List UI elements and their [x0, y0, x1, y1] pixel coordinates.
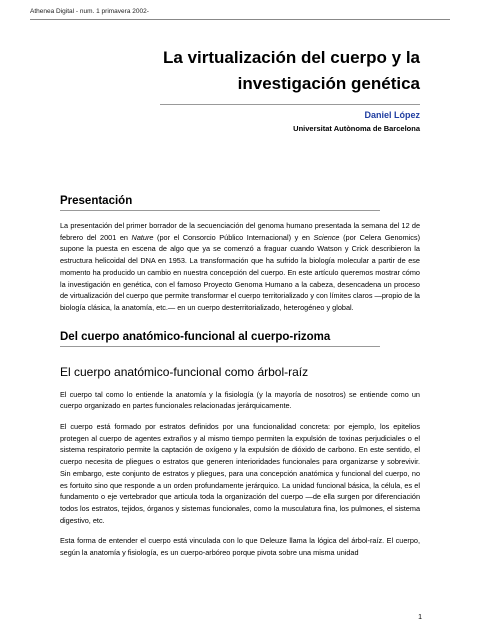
section-divider	[60, 210, 380, 211]
running-header-text: Athenea Digital - num. 1 primavera 2002-	[30, 8, 149, 15]
page-number: 1	[418, 614, 422, 621]
section-heading-presentacion: Presentación	[60, 195, 133, 207]
journal-science: Science	[313, 232, 340, 242]
paragraph-presentacion	[60, 220, 420, 314]
author-name: Daniel López	[364, 110, 420, 120]
journal-nature: Nature	[131, 232, 154, 242]
text-run: (por Celera Genomics) supone la puesta en escena de algo que ya se comenzó a fraguar cuando Watson y Crick describieron la estructura helicoidal del DNA en 1953. La transformación que ha sufrido la biología molecular a partir de ese momento ha producido un cambio en nuestra concepción del cuerpo. En este artículo queremos mostrar cómo la investigación en genética, con el famoso Proyecto Genoma Humano a la cabeza, desencadena un proceso de virtualización del cuerpo que permite transformar el cuerpo territorializado y con límites claros —propio de la biología clásica, la anatomía, etc.— en un cuerpo desterritorializado, heterogéneo y global.	[60, 232, 420, 312]
section-divider	[60, 346, 380, 347]
section-heading-cuerpo-rizoma: Del cuerpo anatómico-funcional al cuerpo-rizoma	[60, 330, 331, 343]
title-line-2: investigación genética	[237, 74, 420, 93]
text-run: La presentación del primer borrador de la secuenciación del genoma humano presentada la semana del 12 de febrero del 2001 en	[60, 221, 420, 242]
article-body	[60, 195, 420, 559]
article-title	[100, 45, 420, 97]
paragraph: Esta forma de entender el cuerpo está vinculada con lo que Deleuze llama la lógica del árbol-raíz. El cuerpo, según la anatomía y fisiología, es un cuerpo-arbóreo porque pivota sobre una misma unidad	[60, 536, 420, 558]
paragraph: El cuerpo está formado por estratos definidos por una funcionalidad concreta: por ejemplo, los epitelios protegen al cuerpo de agentes extraños y al mismo tiempo permiten la expulsión de toxinas perjudiciales o el sistema respiratorio permite la captación de oxígeno y la expulsión de dióxido de carbono. En este sentido, el cuerpo necesita de pliegues o estratos que generen interioridades funcionales para organizarse y sobrevivir. Sin embargo, este conjunto de estratos y pliegues, para una concepción anatómica y funcional del cuerpo, no es fortuito sino que responde a un orden profundamente jerárquico. La unidad funcional básica, la célula, es el fundamento o eje vertebrador que articula toda la organización del cuerpo —de ella surgen por diferenciación todos los estratos, tejidos, órganos y sistemas funcionales, como la musculatura fina, los pulmones, el sistema digestivo, etc.	[60, 422, 420, 525]
subsection-heading: El cuerpo anatómico-funcional como árbol-raíz	[60, 364, 309, 379]
paragraph: El cuerpo tal como lo entiende la anatomía y la fisiología (y la mayoría de nosotros) se entiende como un cuerpo organizado en partes funcionales relacionadas jerárquicamente.	[60, 389, 420, 411]
text-run: (por el Consorcio Público Internacional) y en	[153, 232, 314, 242]
title-line-1: La virtualización del cuerpo y la	[163, 48, 420, 67]
title-divider	[160, 104, 420, 105]
running-header	[30, 8, 450, 20]
author-affiliation: Universitat Autònoma de Barcelona	[293, 124, 420, 133]
